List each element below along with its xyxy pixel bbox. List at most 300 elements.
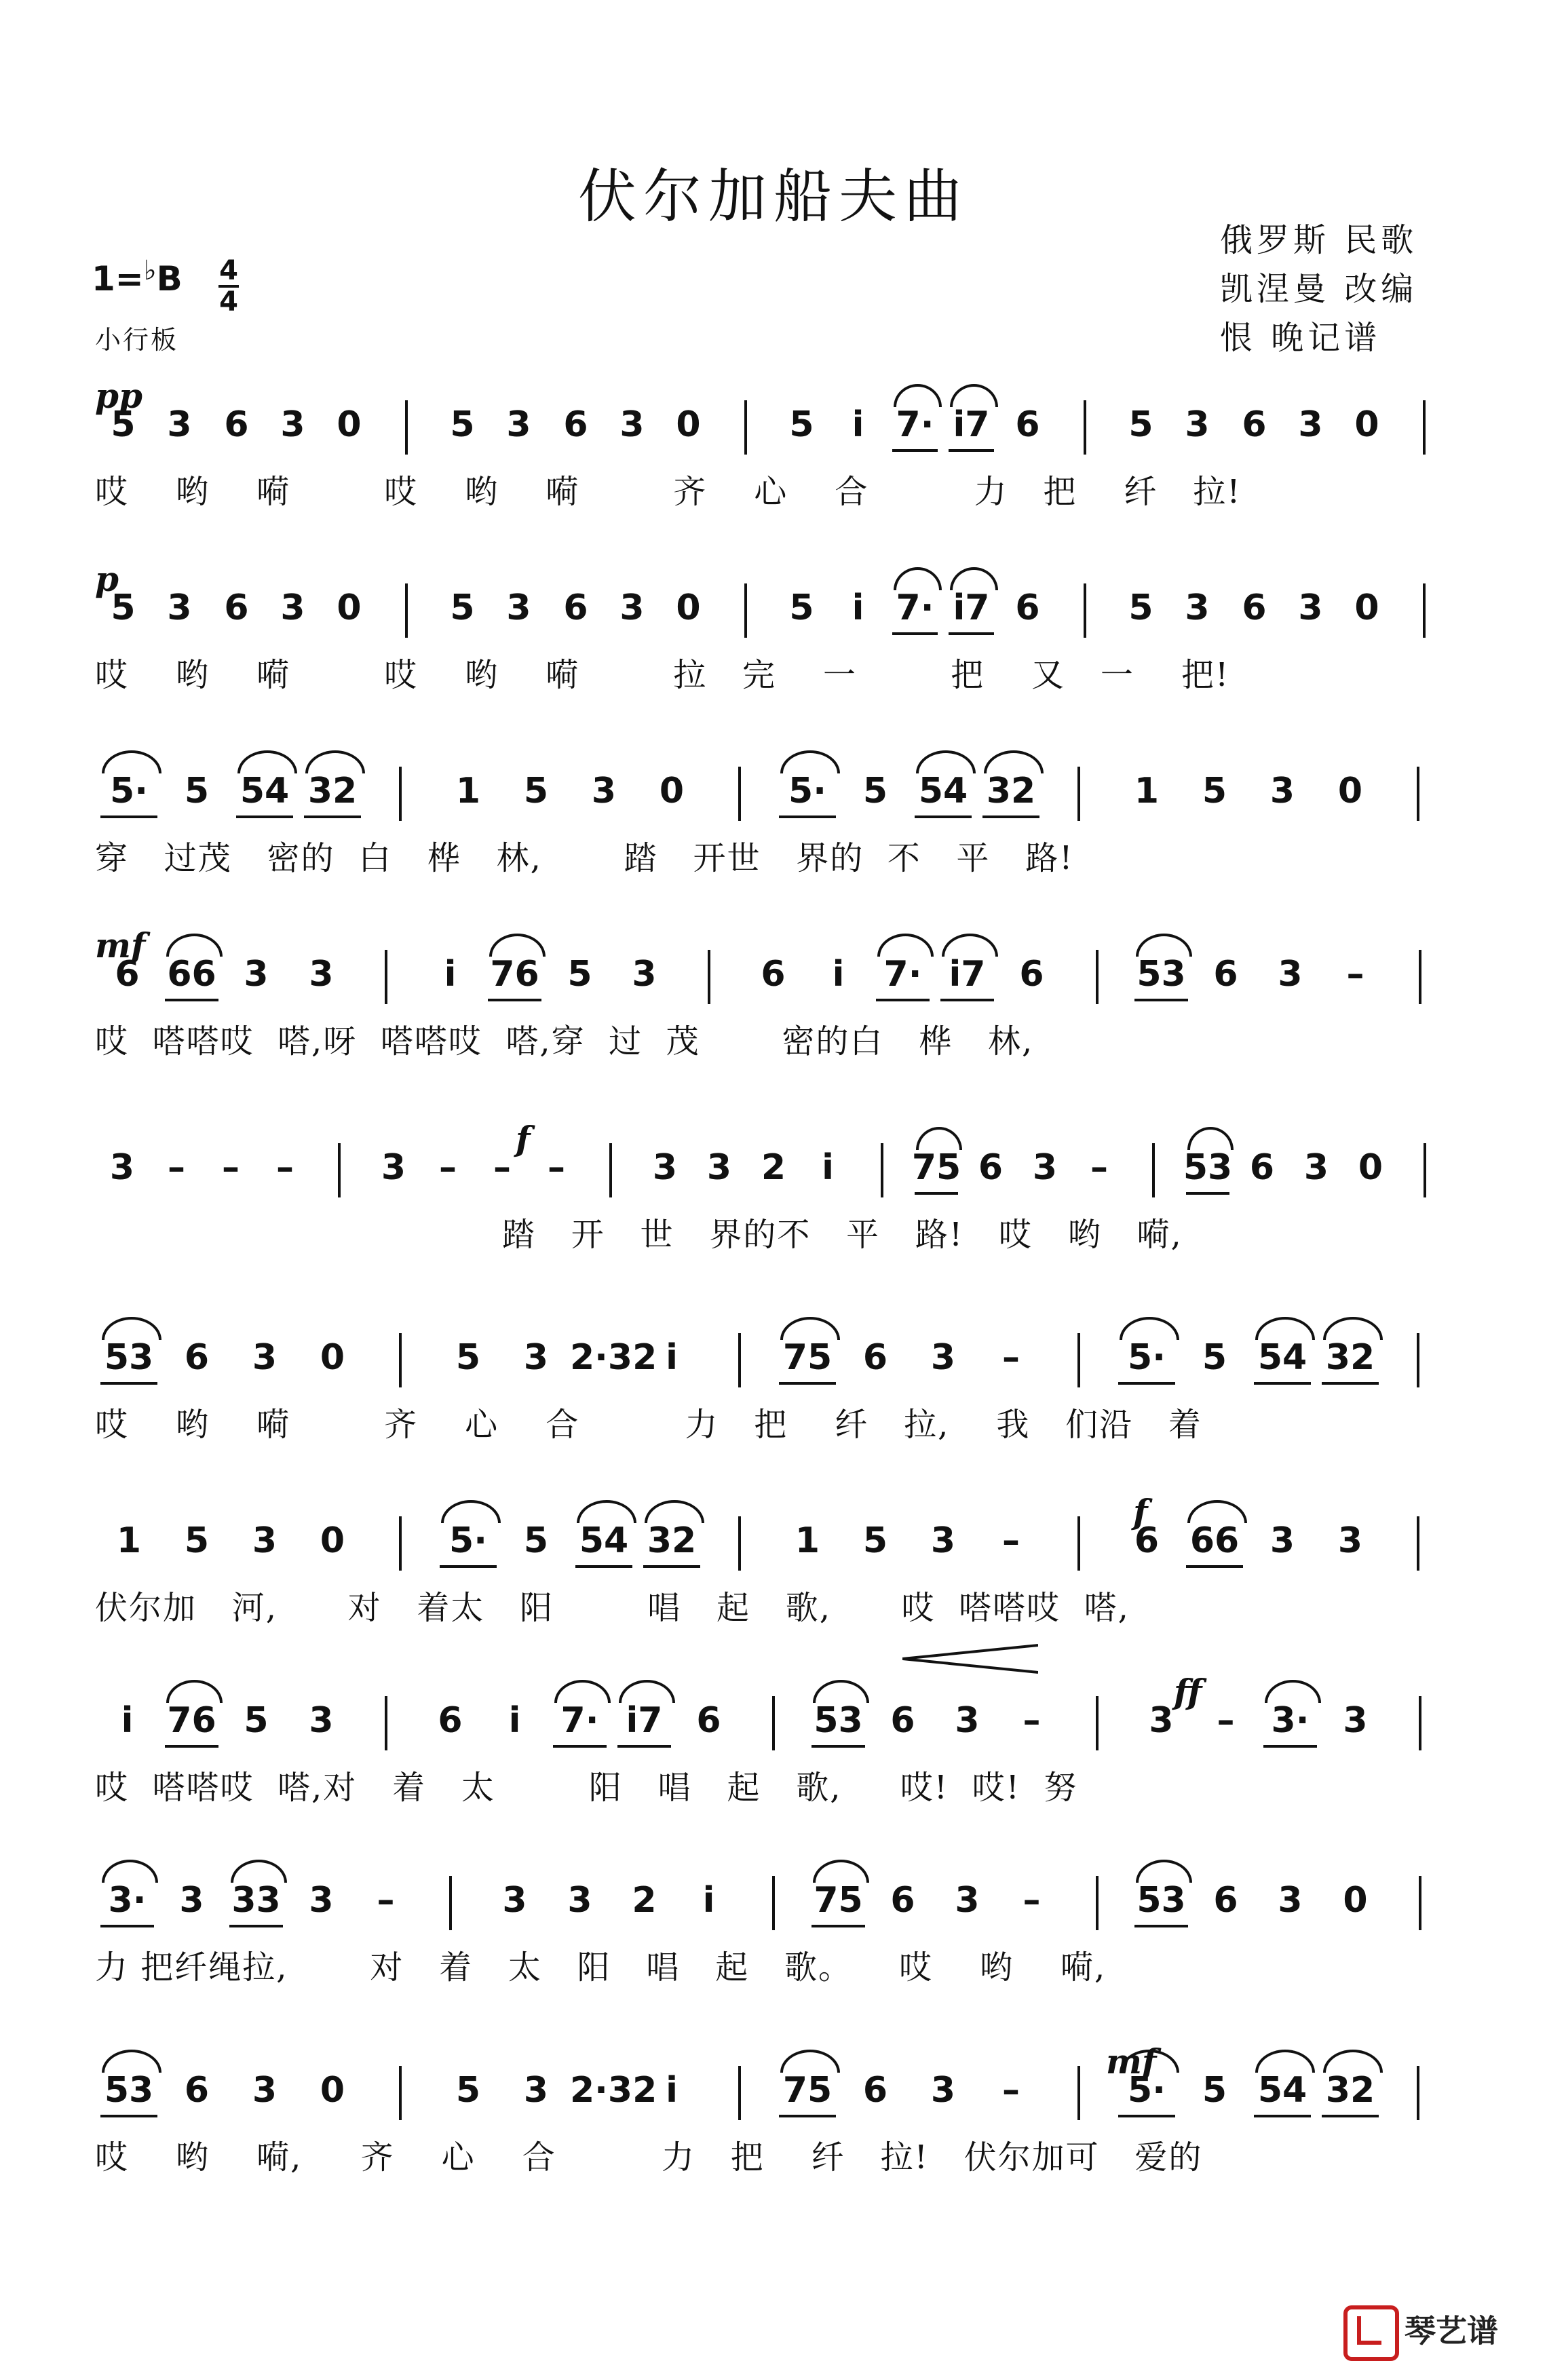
lyrics-line [95, 1398, 1452, 1446]
note: 5 [184, 771, 210, 811]
note: 1 [1134, 771, 1160, 811]
note: – [1023, 1880, 1041, 1921]
bar-line [738, 767, 741, 821]
beam [811, 1925, 865, 1927]
note: 6 [563, 588, 588, 628]
lyric-text: 踏 开 世 界的不 平 路! 哎 哟 嗬, [502, 1216, 1183, 1254]
beam [1254, 1382, 1311, 1385]
beam [779, 1382, 836, 1385]
note: 53 [1137, 1880, 1186, 1921]
bar-line [772, 1696, 775, 1750]
lyrics-line [95, 1581, 1452, 1629]
time-top: 4 [219, 255, 238, 286]
bar-line [1419, 950, 1421, 1004]
lyrics-line [95, 2131, 1452, 2179]
lyrics-line [95, 1941, 1452, 1989]
note: – [1217, 1700, 1235, 1741]
note: 6 [890, 1700, 915, 1741]
note: 7· [896, 588, 934, 628]
note: – [1002, 1337, 1020, 1378]
note: i [666, 1337, 678, 1378]
note: – [1346, 954, 1364, 995]
note: i [852, 404, 864, 445]
note: 3 [955, 1880, 980, 1921]
slur [1255, 1317, 1315, 1340]
note: 3 [309, 954, 334, 995]
slur [1136, 934, 1192, 957]
note: 32 [986, 771, 1036, 811]
note: i7 [949, 954, 986, 995]
note-row [95, 1333, 1452, 1387]
note: 3 [309, 1880, 334, 1921]
bar-line [1077, 2066, 1080, 2120]
slur [1187, 1500, 1247, 1523]
beam [779, 815, 836, 818]
note: 5 [184, 1520, 210, 1561]
music-system [95, 1672, 1452, 1866]
time-bottom: 4 [219, 286, 238, 318]
note: 3 [167, 588, 192, 628]
flat-sign: ♭ [143, 255, 157, 286]
note: 5 [1128, 588, 1153, 628]
note: 6 [1242, 588, 1267, 628]
bar-line [385, 950, 387, 1004]
bar-line [1096, 1696, 1099, 1750]
note: 6 [761, 954, 786, 995]
note: 5· [1128, 2070, 1166, 2111]
slur [942, 934, 998, 957]
note: 5 [111, 404, 136, 445]
note: 3 [1337, 1520, 1363, 1561]
note: – [377, 1880, 395, 1921]
time-signature [218, 255, 239, 318]
credits [1220, 216, 1451, 362]
note: 0 [1354, 588, 1379, 628]
note: i [121, 1700, 134, 1741]
note: 3 [619, 588, 645, 628]
note: 5 [789, 588, 814, 628]
bar-line [385, 1696, 387, 1750]
note: 7· [896, 404, 934, 445]
lyric-text: 哎 嗒嗒哎 嗒,呀 嗒嗒哎 嗒,穿 过 茂 密的白 桦 林, [95, 1022, 1034, 1060]
tempo-marking: 小行板 [95, 325, 179, 355]
lyric-text: 哎 嗒嗒哎 嗒,对 着 太 阳 唱 起 歌, 哎! 哎! 努 [95, 1769, 1078, 1807]
note: 3 [1303, 1147, 1329, 1188]
slur [1187, 1127, 1234, 1150]
note: 2 [632, 1880, 657, 1921]
dynamic-marking: pp [95, 376, 142, 416]
bar-line [399, 2066, 402, 2120]
bar-line [1084, 583, 1086, 638]
note: 32 [307, 771, 358, 811]
beam [643, 1565, 700, 1568]
note-row [95, 583, 1452, 638]
logo-mark-icon [1343, 2305, 1399, 2361]
beam [1186, 1565, 1243, 1568]
slur [1323, 1317, 1383, 1340]
note: 6 [115, 954, 140, 995]
bar-line [1417, 1333, 1419, 1387]
note: 0 [337, 588, 362, 628]
bar-line [1077, 1333, 1080, 1387]
credit-origin: 俄罗斯 民歌 [1220, 221, 1418, 259]
music-system [95, 2041, 1452, 2235]
note: 0 [659, 771, 685, 811]
note: 5 [862, 771, 888, 811]
note: 76 [490, 954, 539, 995]
slur [950, 567, 998, 590]
slur [102, 2050, 161, 2073]
note: 3 [1032, 1147, 1058, 1188]
note: 33 [231, 1880, 281, 1921]
note: 6 [1015, 404, 1040, 445]
bar-line [1417, 2066, 1419, 2120]
beam [892, 632, 938, 635]
music-system [95, 925, 1452, 1119]
note: 3· [108, 1880, 147, 1921]
lyrics-line [95, 1761, 1452, 1809]
slur [894, 567, 942, 590]
slur [237, 750, 297, 773]
lyrics-line [95, 1208, 1452, 1256]
note: 7· [560, 1700, 599, 1741]
note: – [1023, 1700, 1041, 1741]
beam [915, 815, 972, 818]
note: 3 [1185, 404, 1210, 445]
note: 6 [696, 1700, 721, 1741]
slur [577, 1500, 636, 1523]
note: i [444, 954, 457, 995]
lyric-text: 哎 哟 嗬, 齐 心 合 力 把 纤 拉! 伏尔加可 爱的 [95, 2138, 1203, 2176]
beam [1134, 1925, 1188, 1927]
note: 5 [1202, 1337, 1227, 1378]
bar-line [449, 1876, 452, 1930]
beam [617, 1745, 671, 1748]
lyric-text: 伏尔加 河, 对 着太 阳 唱 起 歌, 哎 嗒嗒哎 嗒, [95, 1589, 1130, 1627]
lyrics-line [95, 1015, 1452, 1062]
beam [100, 1382, 157, 1385]
note: 3 [523, 2070, 549, 2111]
note: i7 [626, 1700, 663, 1741]
note: 3 [280, 404, 305, 445]
music-system [95, 1333, 1452, 1503]
beam [100, 815, 157, 818]
bar-line [1084, 400, 1086, 455]
note: 5 [1202, 2070, 1227, 2111]
note: i [852, 588, 864, 628]
note: 3 [591, 771, 617, 811]
note: – [1002, 1520, 1020, 1561]
note-row [95, 1696, 1452, 1750]
bar-line [338, 1143, 341, 1197]
note: 3 [252, 1337, 278, 1378]
bar-line [772, 1876, 775, 1930]
note: 6 [438, 1700, 463, 1741]
dynamic-marking: mf [95, 925, 146, 965]
beam [100, 2115, 157, 2117]
slur [1255, 2050, 1315, 2073]
bar-line [1096, 950, 1099, 1004]
watermark-logo [1343, 2305, 1520, 2360]
lyrics-line [95, 832, 1452, 879]
score-title: 伏尔加船夫曲 [578, 163, 969, 231]
bar-line [744, 583, 747, 638]
note: 3 [1185, 588, 1210, 628]
music-system [95, 767, 1452, 936]
slur [166, 934, 223, 957]
note: 6 [1213, 1880, 1238, 1921]
note: 5 [567, 954, 592, 995]
bar-line [738, 1333, 741, 1387]
note: 32 [1325, 2070, 1375, 2111]
note: 3 [179, 1880, 204, 1921]
dynamic-marking: p [95, 559, 119, 599]
beam [949, 449, 994, 452]
key-prefix: 1= [92, 259, 144, 299]
note: i [702, 1880, 715, 1921]
beam [229, 1925, 283, 1927]
credit-arranger: 凯涅曼 改编 [1220, 270, 1418, 308]
beam [1134, 999, 1188, 1001]
note: – [276, 1147, 294, 1188]
slur [877, 934, 934, 957]
note: 0 [676, 588, 701, 628]
note: 3 [309, 1700, 334, 1741]
note: – [1090, 1147, 1108, 1188]
note: 3 [632, 954, 657, 995]
music-system [95, 1876, 1452, 2046]
note: 54 [918, 771, 968, 811]
note: 0 [1358, 1147, 1383, 1188]
note: 3 [252, 1520, 278, 1561]
note-row [95, 767, 1452, 821]
dynamic-marking: f [1133, 1492, 1148, 1532]
beam [1118, 2115, 1175, 2117]
note: 5 [111, 588, 136, 628]
bar-line [405, 583, 408, 638]
note: i7 [953, 588, 990, 628]
note: 6 [1015, 588, 1040, 628]
note: 3 [619, 404, 645, 445]
lyrics-line [95, 649, 1452, 696]
note: 66 [167, 954, 216, 995]
bar-line [738, 1516, 741, 1571]
slur [102, 750, 161, 773]
note: 6 [224, 404, 249, 445]
note: 3 [506, 588, 531, 628]
note: 75 [782, 1337, 833, 1378]
dynamic-marking: ff [1174, 1672, 1202, 1712]
beam [1263, 1745, 1317, 1748]
slur [645, 1500, 704, 1523]
bar-line [881, 1143, 883, 1197]
slur [916, 1127, 962, 1150]
beam [940, 999, 994, 1001]
note: 2·32 [570, 1337, 657, 1378]
beam [949, 632, 994, 635]
bar-line [399, 1333, 402, 1387]
beam [779, 2115, 836, 2117]
note: 75 [782, 2070, 833, 2111]
beam [1322, 2115, 1379, 2117]
note: 66 [1189, 1520, 1240, 1561]
note: 3 [1278, 1880, 1303, 1921]
note: 3 [381, 1147, 406, 1188]
beam [236, 815, 293, 818]
beam [575, 1565, 632, 1568]
lyric-text: 哎 哟 嗬 哎 哟 嗬 拉 完 一 把 又 一 把! [95, 656, 1230, 694]
note: – [1002, 2070, 1020, 2111]
logo-text: 琴艺谱 [1405, 2312, 1498, 2349]
slur [305, 750, 365, 773]
note: 6 [862, 1337, 888, 1378]
note: 54 [1257, 1337, 1307, 1378]
note: 5 [455, 1337, 481, 1378]
bar-line [609, 1143, 612, 1197]
note: 7· [883, 954, 922, 995]
note: 6 [1019, 954, 1044, 995]
bar-line [1096, 1876, 1099, 1930]
note: 5 [1128, 404, 1153, 445]
beam [440, 1565, 497, 1568]
note: 5 [789, 404, 814, 445]
note-row [95, 1143, 1452, 1197]
bar-line [738, 2066, 741, 2120]
bar-line [708, 950, 710, 1004]
beam [304, 815, 361, 818]
note: i [508, 1700, 521, 1741]
beam [488, 999, 541, 1001]
note-row [95, 400, 1452, 455]
note: 32 [1325, 1337, 1375, 1378]
note: 2·32 [570, 2070, 657, 2111]
note-row [95, 2066, 1452, 2120]
note: 6 [1213, 954, 1238, 995]
note: 0 [1337, 771, 1363, 811]
note: 75 [911, 1147, 961, 1188]
beam [915, 1192, 958, 1195]
slur [102, 1317, 161, 1340]
note: 3 [706, 1147, 732, 1188]
bar-line [1419, 1696, 1421, 1750]
note: 0 [320, 1337, 345, 1378]
note: – [222, 1147, 240, 1188]
note: 6 [563, 404, 588, 445]
note: 3 [652, 1147, 678, 1188]
slur [916, 750, 976, 773]
note: 54 [240, 771, 290, 811]
key-tonic: B [156, 259, 183, 299]
note: 0 [320, 2070, 345, 2111]
note: 54 [1257, 2070, 1307, 2111]
note: 3 [567, 1880, 592, 1921]
note: 53 [104, 1337, 154, 1378]
note: 3 [1298, 588, 1323, 628]
beam [876, 999, 930, 1001]
beam [982, 815, 1039, 818]
slur [1323, 2050, 1383, 2073]
note: 2 [761, 1147, 786, 1188]
note: – [168, 1147, 185, 1188]
note: 6 [1242, 404, 1267, 445]
credit-transcriber: 恨 晚记谱 [1220, 319, 1381, 357]
slur [950, 384, 998, 407]
note: 6 [184, 2070, 210, 2111]
note: 3 [523, 1337, 549, 1378]
beam [1186, 1192, 1229, 1195]
note: 5· [449, 1520, 487, 1561]
slur [780, 2050, 840, 2073]
note: 3 [244, 954, 269, 995]
note: i [832, 954, 845, 995]
note: 0 [676, 404, 701, 445]
bar-line [1077, 767, 1080, 821]
beam [1322, 1382, 1379, 1385]
bar-line [399, 767, 402, 821]
note: 5· [110, 771, 148, 811]
lyric-text: 力 把纤绳拉, 对 着 太 阳 唱 起 歌。 哎 哟 嗬, [95, 1949, 1107, 1986]
note: 3 [955, 1700, 980, 1741]
beam [165, 1745, 218, 1748]
bar-line [405, 400, 408, 455]
note-row [95, 1876, 1452, 1930]
note: 6 [862, 2070, 888, 2111]
note: 53 [1183, 1147, 1233, 1188]
bar-line [744, 400, 747, 455]
slur [441, 1500, 501, 1523]
slur [780, 750, 840, 773]
note: 3 [167, 404, 192, 445]
note: 3 [1298, 404, 1323, 445]
note: 5· [788, 771, 826, 811]
note: 6 [978, 1147, 1004, 1188]
bar-line [1423, 400, 1426, 455]
beam [1254, 2115, 1311, 2117]
note: 6 [184, 1337, 210, 1378]
note: 5 [450, 588, 475, 628]
note-row [95, 950, 1452, 1004]
note-row [95, 1516, 1452, 1571]
note: 0 [1354, 404, 1379, 445]
bar-line [1419, 1876, 1421, 1930]
beam [1118, 1382, 1175, 1385]
music-system [95, 376, 1452, 570]
note: 75 [814, 1880, 863, 1921]
note: 5 [450, 404, 475, 445]
note: 3 [109, 1147, 135, 1188]
note: 54 [579, 1520, 629, 1561]
note: – [439, 1147, 457, 1188]
lyric-text: 哎 哟 嗬 哎 哟 嗬 齐 心 合 力 把 纤 拉! [95, 473, 1242, 511]
note: 0 [337, 404, 362, 445]
beam [553, 1745, 607, 1748]
note: 5 [244, 1700, 269, 1741]
bar-line [1417, 1516, 1419, 1571]
music-system [95, 1492, 1452, 1686]
note: i [666, 2070, 678, 2111]
lyrics-line [95, 465, 1452, 513]
note: – [493, 1147, 511, 1188]
note: 53 [814, 1700, 863, 1741]
beam [892, 449, 938, 452]
beam [165, 999, 218, 1001]
lyric-text: 穿 过茂 密的 白 桦 林, 踏 开世 界的 不 平 路! [95, 839, 1074, 877]
note: 3 [506, 404, 531, 445]
key-signature [92, 255, 183, 299]
note: 53 [1137, 954, 1186, 995]
note: 3 [252, 2070, 278, 2111]
music-system [95, 1119, 1452, 1313]
